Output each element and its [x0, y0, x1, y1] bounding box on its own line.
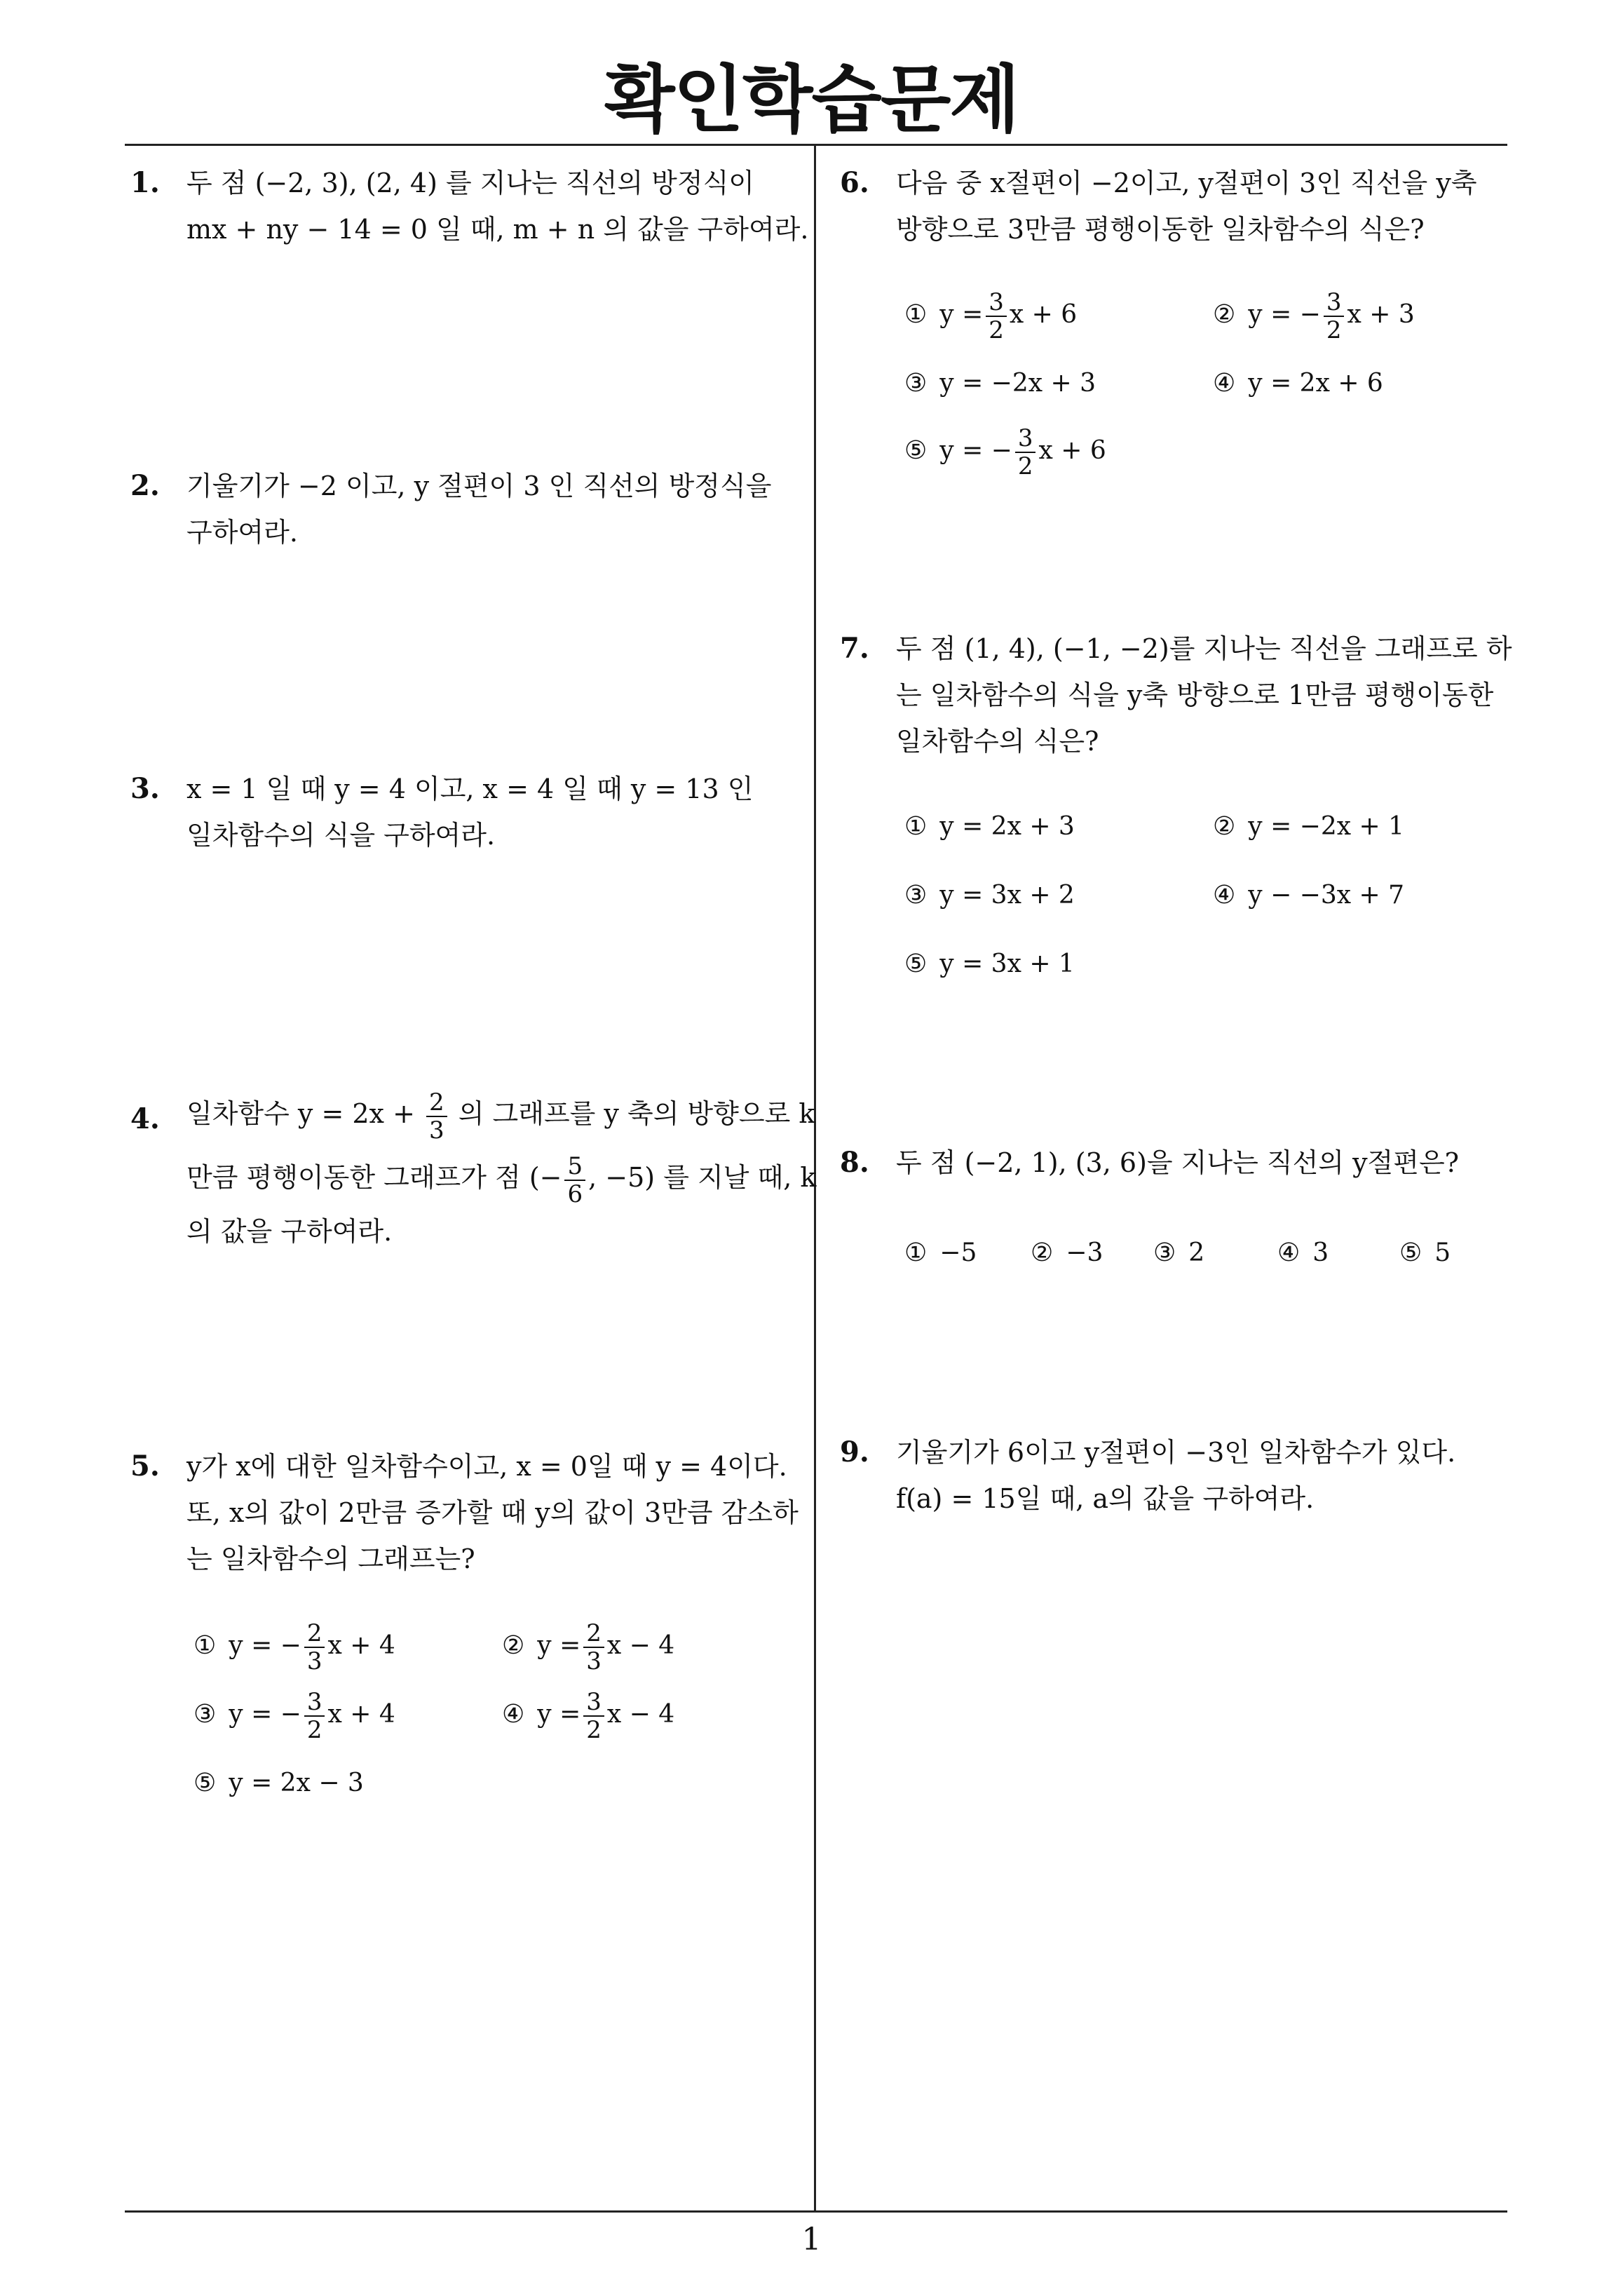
option-text: x − 4	[606, 1631, 675, 1660]
answer-option[interactable]	[1213, 795, 1404, 858]
option-text: x + 6	[1009, 300, 1078, 329]
option-marker: ①	[904, 300, 928, 329]
fraction	[986, 289, 1007, 344]
question-number: 9.	[840, 1436, 869, 1468]
answer-option[interactable]	[904, 864, 1075, 927]
answer-option[interactable]	[904, 795, 1075, 858]
answer-option[interactable]	[1153, 1222, 1204, 1285]
fraction-numerator: 2	[583, 1620, 604, 1648]
question-text: 만큼 평행이동한 그래프가 점 (−	[186, 1162, 562, 1193]
answer-option[interactable]	[904, 933, 1075, 996]
option-text: 2	[1188, 1238, 1205, 1267]
option-text: x + 3	[1347, 300, 1415, 329]
fraction-numerator: 2	[426, 1089, 447, 1117]
fraction	[304, 1620, 325, 1675]
option-text: y =	[537, 1631, 581, 1660]
option-text: −5	[939, 1238, 977, 1267]
option-marker: ⑤	[904, 950, 928, 978]
fraction-denominator: 6	[567, 1180, 583, 1208]
question-number: 4.	[130, 1102, 160, 1135]
answer-option[interactable]	[1031, 1222, 1103, 1285]
option-text: y =	[537, 1700, 581, 1729]
option-marker: ②	[1213, 812, 1236, 841]
question-number: 8.	[840, 1146, 869, 1179]
option-marker: ④	[1277, 1238, 1301, 1267]
fraction	[1015, 425, 1036, 480]
question-text: 기울기가 −2 이고, y 절편이 3 인 직선의 방정식을	[186, 471, 772, 501]
question-text: y가 x에 대한 일차함수이고, x = 0일 때 y = 4이다.	[186, 1451, 787, 1482]
question-number: 5.	[130, 1450, 160, 1483]
fraction	[583, 1620, 604, 1675]
fraction-numerator: 5	[564, 1153, 585, 1181]
option-marker: ①	[904, 812, 928, 841]
fraction-denominator: 3	[429, 1116, 444, 1144]
answer-option[interactable]	[904, 419, 1106, 482]
option-text: x + 4	[327, 1631, 395, 1660]
question-text: 의 그래프를 y 축의 방향으로 k	[458, 1098, 815, 1129]
option-marker: ⑤	[904, 436, 928, 465]
question-1	[130, 160, 809, 252]
fraction-numerator: 3	[304, 1689, 325, 1717]
option-text: y = −2x + 1	[1248, 812, 1404, 841]
question-text: 또, x의 값이 2만큼 증가할 때 y의 값이 3만큼 감소하	[186, 1497, 799, 1528]
option-marker: ④	[1213, 369, 1236, 398]
fraction	[1324, 289, 1345, 344]
fraction-numerator: 3	[1324, 289, 1345, 317]
fraction-denominator: 2	[586, 1716, 602, 1744]
answer-option[interactable]	[1213, 352, 1383, 415]
question-8	[840, 1140, 1513, 1186]
option-marker: ③	[904, 369, 928, 398]
option-marker: ②	[1213, 300, 1236, 329]
question-7	[840, 626, 1513, 764]
option-text: y = 3x + 2	[939, 881, 1075, 910]
option-text: y = 3x + 1	[939, 950, 1075, 978]
question-text: 방향으로 3만큼 평행이동한 일차함수의 식은?	[896, 214, 1425, 245]
answer-option[interactable]	[502, 1614, 674, 1677]
question-text: 는 일차함수의 그래프는?	[186, 1544, 475, 1574]
question-text: x = 1 일 때 y = 4 이고, x = 4 일 때 y = 13 인	[186, 774, 754, 804]
question-3	[130, 766, 803, 858]
option-marker: ③	[193, 1700, 217, 1729]
question-text: 구하여라.	[186, 517, 298, 548]
question-text: 두 점 (−2, 1), (3, 6)을 지나는 직선의 y절편은?	[896, 1147, 1460, 1178]
answer-option[interactable]	[193, 1683, 395, 1746]
fraction-denominator: 2	[306, 1716, 322, 1744]
question-text: f(a) = 15일 때, a의 값을 구하여라.	[896, 1483, 1315, 1514]
option-text: y = −	[229, 1700, 301, 1729]
question-number: 7.	[840, 632, 869, 665]
option-text: y = −	[939, 436, 1012, 465]
option-text: x − 4	[606, 1700, 675, 1729]
question-4	[130, 1080, 817, 1255]
question-2	[130, 463, 803, 555]
question-text: 는 일차함수의 식을 y축 방향으로 1만큼 평행이동한	[896, 680, 1494, 710]
fraction	[583, 1689, 604, 1743]
option-marker: ⑤	[193, 1769, 217, 1797]
fraction-numerator: 3	[986, 289, 1007, 317]
answer-option[interactable]	[193, 1614, 395, 1677]
option-text: x + 6	[1038, 436, 1106, 465]
question-number: 6.	[840, 166, 869, 199]
option-marker: ④	[1213, 881, 1236, 910]
question-text: , −5) 를 지날 때, k	[588, 1162, 817, 1193]
option-text: y = −	[229, 1631, 301, 1660]
answer-option[interactable]	[193, 1752, 364, 1815]
option-text: y = −	[1248, 300, 1321, 329]
fraction-denominator: 3	[306, 1647, 322, 1675]
option-text: 3	[1312, 1238, 1329, 1267]
option-text: x + 4	[327, 1700, 395, 1729]
option-text: y = 2x + 6	[1248, 369, 1383, 398]
option-marker: ③	[904, 881, 928, 910]
answer-option[interactable]	[904, 283, 1077, 346]
fraction	[564, 1153, 585, 1208]
answer-option[interactable]	[1277, 1222, 1329, 1285]
option-text: y = −2x + 3	[939, 369, 1096, 398]
answer-option[interactable]	[1213, 864, 1404, 927]
question-text: 두 점 (−2, 3), (2, 4) 를 지나는 직선의 방정식이	[186, 168, 755, 198]
bottom-rule	[125, 2210, 1507, 2213]
question-text: 의 값을 구하여라.	[186, 1216, 393, 1247]
question-number: 3.	[130, 772, 160, 805]
fraction-numerator: 3	[583, 1689, 604, 1717]
page-title: 확인학습문제	[604, 57, 1019, 142]
question-5	[130, 1443, 803, 1582]
fraction-numerator: 3	[1015, 425, 1036, 453]
option-marker: ①	[904, 1238, 928, 1267]
question-text: 일차함수 y = 2x +	[186, 1098, 415, 1129]
option-marker: ②	[1031, 1238, 1054, 1267]
answer-option[interactable]	[904, 1222, 977, 1285]
fraction	[426, 1089, 447, 1144]
option-marker: ②	[502, 1631, 525, 1660]
question-number: 2.	[130, 469, 160, 502]
question-number: 1.	[130, 166, 160, 199]
answer-option[interactable]	[502, 1683, 674, 1746]
answer-option[interactable]	[1399, 1222, 1451, 1285]
page-number: 1	[801, 2222, 822, 2257]
question-text: 두 점 (1, 4), (−1, −2)를 지나는 직선을 그래프로 하	[896, 633, 1512, 664]
option-text: y = 2x + 3	[939, 812, 1075, 841]
top-rule	[125, 144, 1507, 146]
question-text: 일차함수의 식은?	[896, 726, 1099, 757]
fraction-denominator: 2	[1326, 316, 1342, 344]
option-marker: ①	[193, 1631, 217, 1660]
question-text: 다음 중 x절편이 −2이고, y절편이 3인 직선을 y축	[896, 168, 1477, 198]
option-text: y − −3x + 7	[1248, 881, 1404, 910]
fraction-denominator: 3	[586, 1647, 602, 1675]
fraction-denominator: 2	[1017, 452, 1033, 480]
answer-option[interactable]	[1213, 283, 1415, 346]
answer-option[interactable]	[904, 352, 1096, 415]
option-text: 5	[1434, 1238, 1451, 1267]
question-9	[840, 1429, 1513, 1522]
option-text: y = 2x − 3	[229, 1769, 364, 1797]
question-6	[840, 160, 1513, 252]
question-text: mx + ny − 14 = 0 일 때, m + n 의 값을 구하여라.	[186, 214, 809, 245]
fraction-numerator: 2	[304, 1620, 325, 1648]
question-text: 기울기가 6이고 y절편이 −3인 일차함수가 있다.	[896, 1437, 1456, 1468]
fraction-denominator: 2	[989, 316, 1004, 344]
fraction	[304, 1689, 325, 1743]
question-text: 일차함수의 식을 구하여라.	[186, 820, 496, 851]
option-marker: ④	[502, 1700, 525, 1729]
option-marker: ⑤	[1399, 1238, 1422, 1267]
option-text: −3	[1066, 1238, 1103, 1267]
option-marker: ③	[1153, 1238, 1176, 1267]
option-text: y =	[939, 300, 984, 329]
